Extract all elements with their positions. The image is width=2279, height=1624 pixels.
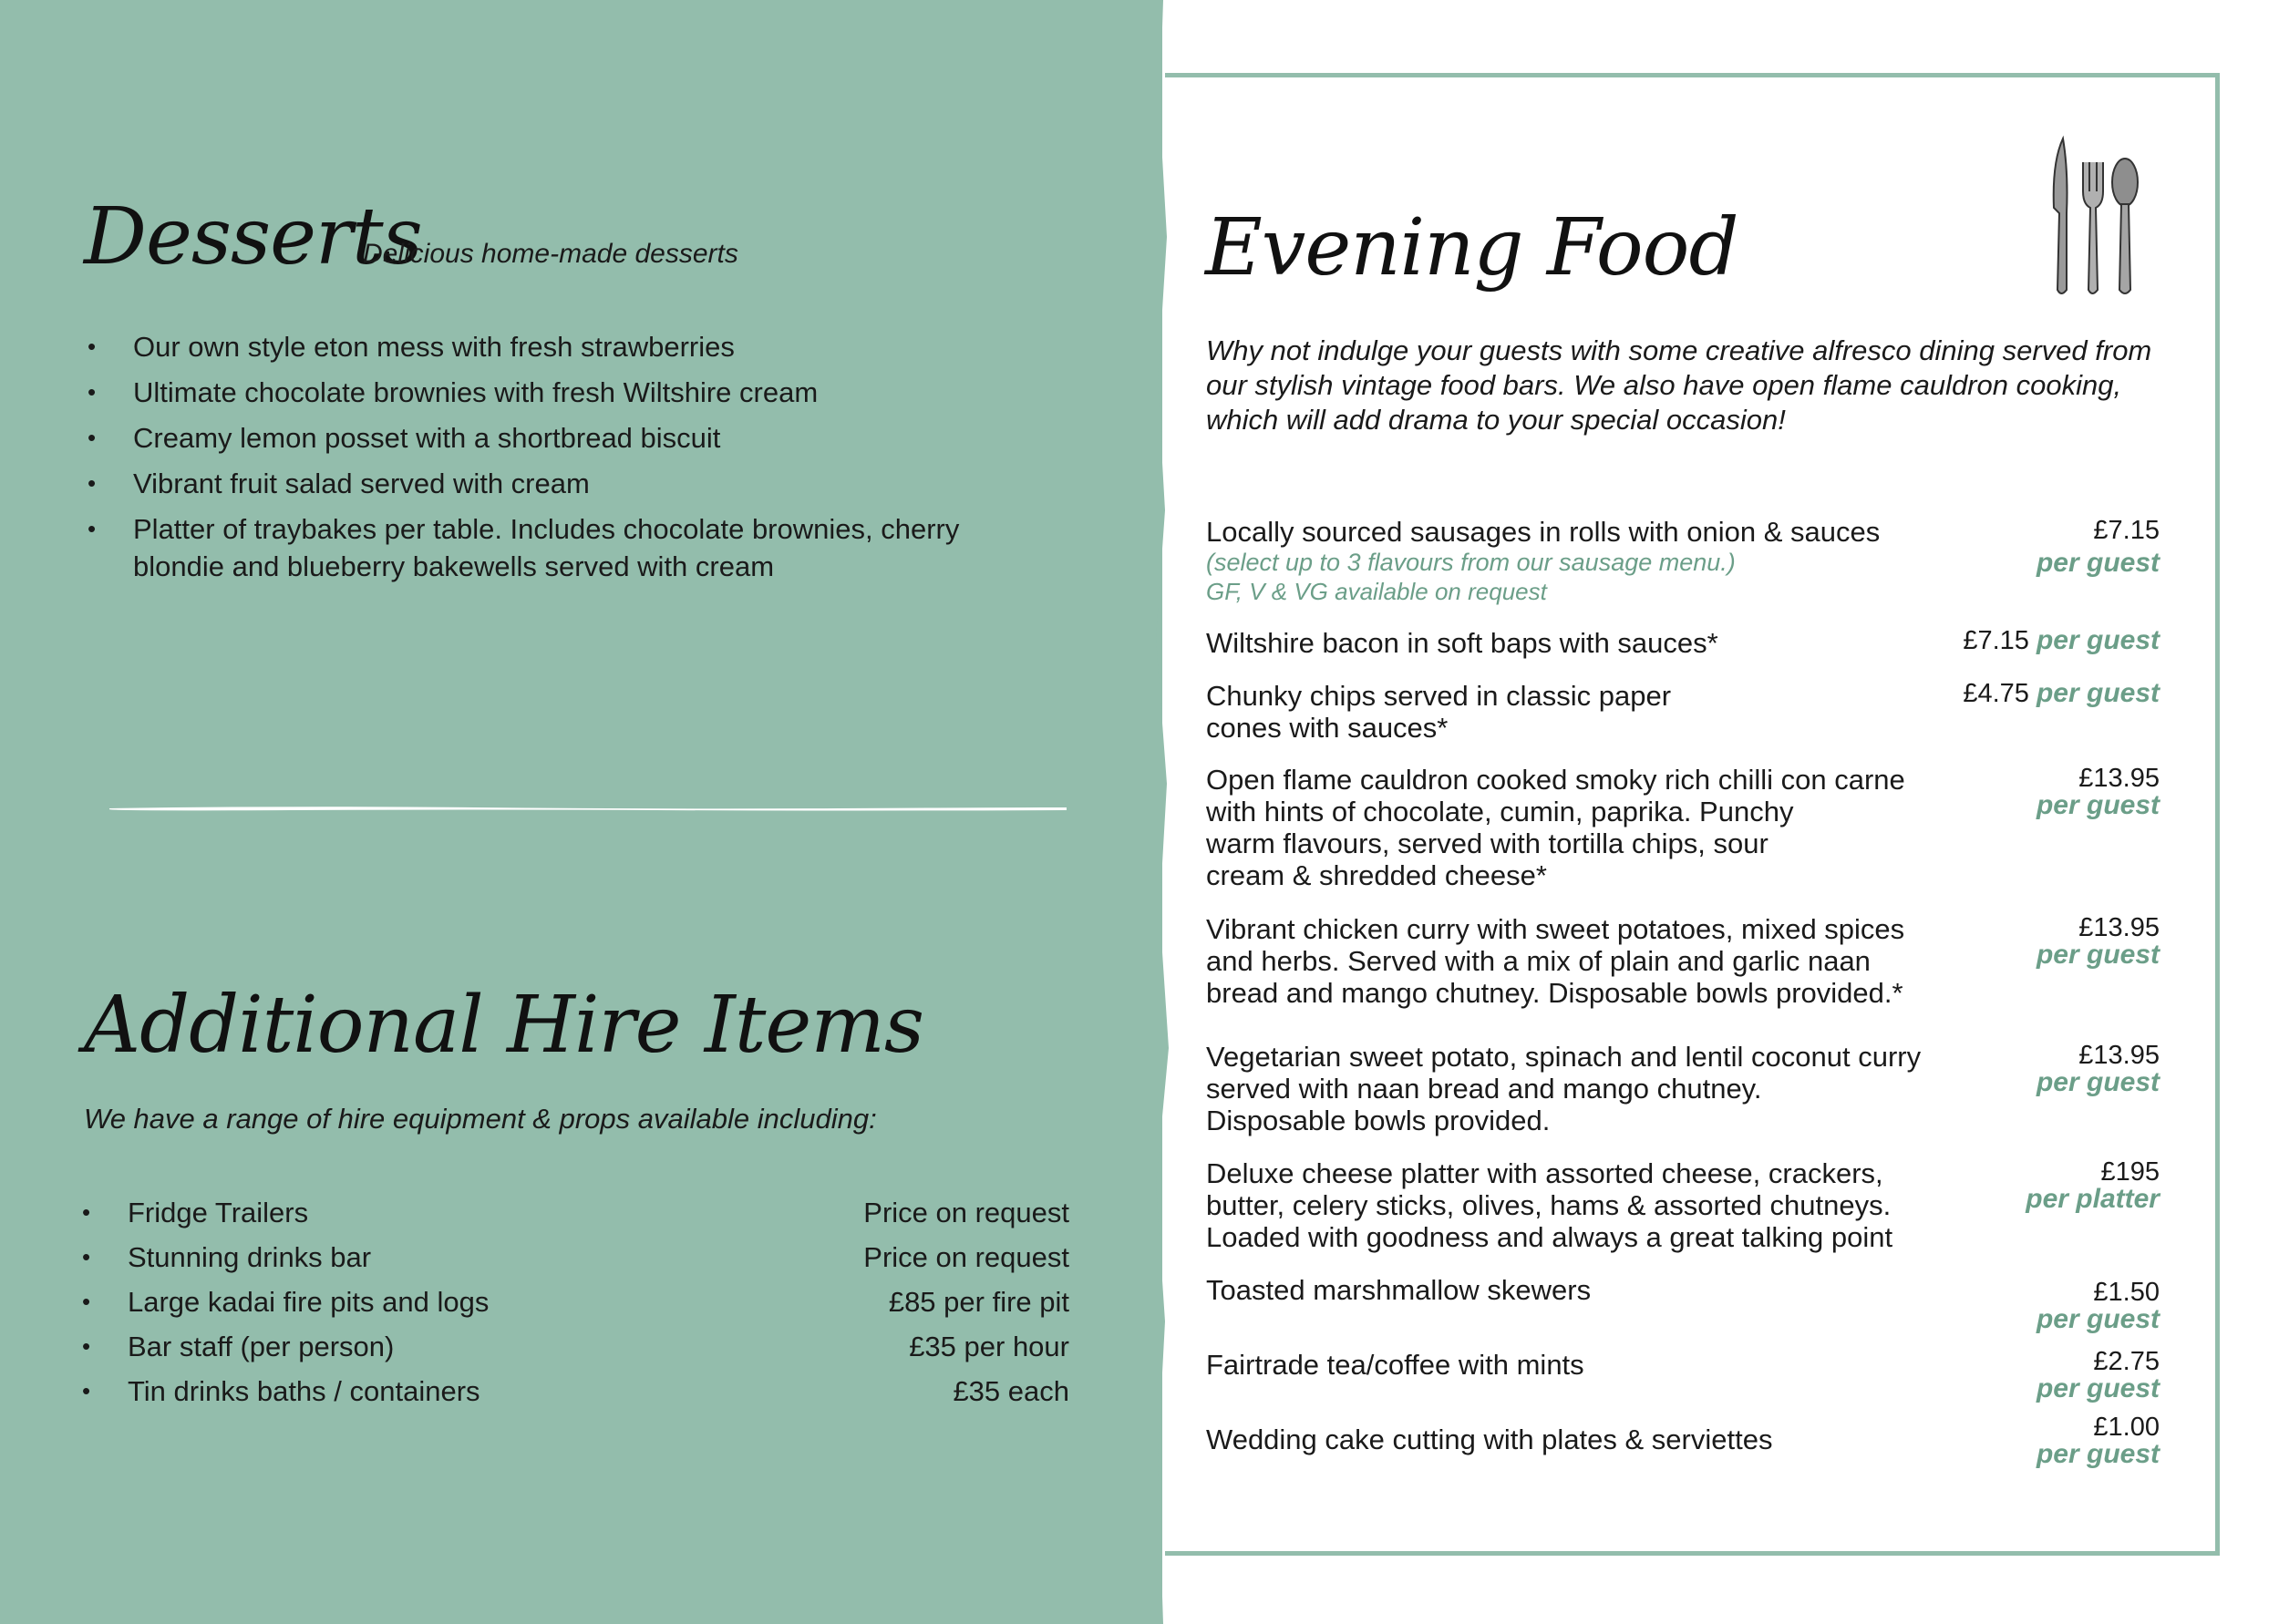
food-item-unit: per platter [2026, 1184, 2160, 1214]
food-item-chips [1206, 680, 2160, 745]
food-item-desc: Vegetarian sweet potato, spinach and lentil coconut curry [1206, 1041, 1922, 1073]
list-item [80, 1372, 1069, 1410]
cutlery-icon [2047, 135, 2142, 299]
food-item-desc: Disposable bowls provided. [1206, 1105, 1551, 1136]
food-item-bacon [1206, 627, 2160, 663]
evening-title: Evening Food [1205, 202, 1738, 293]
food-item-note: GF, V & VG available on request [1206, 578, 1547, 605]
food-item-chicken-curry [1206, 913, 2160, 1012]
food-item-price: £7.15 [2093, 516, 2160, 545]
list-item: • Platter of traybakes per table. Includes chocolate brownies, cherry blondie and blueberry bakewells served with cream [84, 510, 1050, 585]
food-item-desc: Locally sourced sausages in rolls with onion & sauces [1206, 516, 1881, 548]
hire-item-price: Price on request [863, 1197, 1069, 1228]
food-item-price: £1.00 [2093, 1413, 2160, 1442]
food-item-price: £13.95 [2078, 1041, 2160, 1070]
food-item-unit: per guest [2036, 625, 2160, 655]
hire-item-name: • Tin drinks baths / containers [128, 1375, 480, 1407]
hire-item-name: • Bar staff (per person) [128, 1331, 395, 1362]
hire-intro: We have a range of hire equipment & props available including: [84, 1103, 877, 1135]
food-item-desc: Loaded with goodness and always a great talking point [1206, 1221, 1893, 1253]
food-item-unit: per guest [2036, 790, 2160, 820]
food-item-unit: per guest [2036, 548, 2160, 578]
food-item-price: £7.15 [1963, 626, 2029, 655]
food-item-desc: Deluxe cheese platter with assorted cheese, crackers, [1206, 1157, 1883, 1189]
food-item-price: £195 [2100, 1157, 2160, 1187]
food-item-desc: Wedding cake cutting with plates & serviettes [1206, 1424, 1773, 1455]
food-item-price: £4.75 [1963, 679, 2029, 708]
food-item-desc: cream & shredded cheese* [1206, 859, 1547, 891]
food-item-unit: per guest [2036, 940, 2160, 970]
food-item-note: (select up to 3 flavours from our sausage menu.) [1206, 549, 1736, 576]
food-item-unit: per guest [2036, 678, 2160, 708]
food-item-desc: Fairtrade tea/coffee with mints [1206, 1349, 1584, 1381]
food-item-marshmallow [1206, 1274, 2160, 1334]
food-item-unit: per guest [2036, 1304, 2160, 1334]
food-item-desc: cones with sauces* [1206, 712, 1449, 744]
food-item-desc: bread and mango chutney. Disposable bowls provided.* [1206, 977, 1903, 1009]
hire-item-name: • Stunning drinks bar [128, 1241, 372, 1273]
hire-item-name: • Fridge Trailers [128, 1197, 309, 1228]
section-divider [109, 805, 1067, 812]
food-item-desc: Toasted marshmallow skewers [1206, 1274, 1592, 1306]
desserts-list [84, 328, 1050, 593]
food-item-desc: warm flavours, served with tortilla chips, sour [1206, 827, 1769, 859]
food-item-sausages [1206, 516, 2160, 607]
food-item-cake-cutting [1206, 1413, 2160, 1478]
food-item-veg-curry [1206, 1041, 2160, 1139]
food-item-desc: butter, celery sticks, olives, hams & assorted chutneys. [1206, 1189, 1892, 1221]
food-item-unit: per guest [2036, 1373, 2160, 1403]
list-item [80, 1328, 1069, 1365]
food-item-desc: Chunky chips served in classic paper [1206, 680, 1672, 712]
food-item-desc: served with naan bread and mango chutney. [1206, 1073, 1762, 1105]
food-item-desc: and herbs. Served with a mix of plain and garlic naan [1206, 945, 1871, 977]
food-item-cheese-platter [1206, 1157, 2160, 1256]
hire-item-price: £35 per hour [909, 1331, 1069, 1362]
list-item [80, 1194, 1069, 1231]
hire-item-price: £85 per fire pit [888, 1286, 1069, 1318]
food-item-tea-coffee [1206, 1349, 2160, 1403]
desserts-title: Desserts [84, 191, 422, 283]
list-item: • Creamy lemon posset with a shortbread biscuit [84, 419, 1050, 457]
food-item-desc: with hints of chocolate, cumin, paprika. Punchy [1206, 796, 1794, 827]
hire-item-price: £35 each [953, 1375, 1069, 1407]
food-item-desc: Open flame cauldron cooked smoky rich chilli con carne [1206, 764, 1905, 796]
hire-list [80, 1194, 1069, 1417]
hire-title: Additional Hire Items [84, 980, 924, 1071]
list-item [80, 1239, 1069, 1276]
desserts-subtitle: Delicious home-made desserts [363, 239, 738, 269]
hire-item-name: • Large kadai fire pits and logs [128, 1286, 490, 1318]
list-item: • Ultimate chocolate brownies with fresh Wiltshire cream [84, 374, 1050, 411]
evening-intro: Why not indulge your guests with some creative alfresco dining served from our stylish vintage food bars. We also have open flame cauldron cooking, which will add drama to your special occasion! [1206, 334, 2152, 436]
food-item-price: £13.95 [2078, 764, 2160, 793]
list-item: • Our own style eton mess with fresh strawberries [84, 328, 1050, 365]
list-item: • Vibrant fruit salad served with cream [84, 465, 1050, 502]
food-item-chilli [1206, 764, 2160, 893]
food-item-price: £13.95 [2078, 913, 2160, 942]
food-item-price: £2.75 [2093, 1347, 2160, 1376]
food-item-unit: per guest [2036, 1067, 2160, 1097]
food-item-desc: Vibrant chicken curry with sweet potatoes, mixed spices [1206, 913, 1905, 945]
list-item [80, 1283, 1069, 1321]
food-item-unit: per guest [2036, 1439, 2160, 1469]
food-item-desc: Wiltshire bacon in soft baps with sauces* [1206, 627, 1718, 659]
hire-item-price: Price on request [863, 1241, 1069, 1273]
food-item-price: £1.50 [2093, 1278, 2160, 1307]
